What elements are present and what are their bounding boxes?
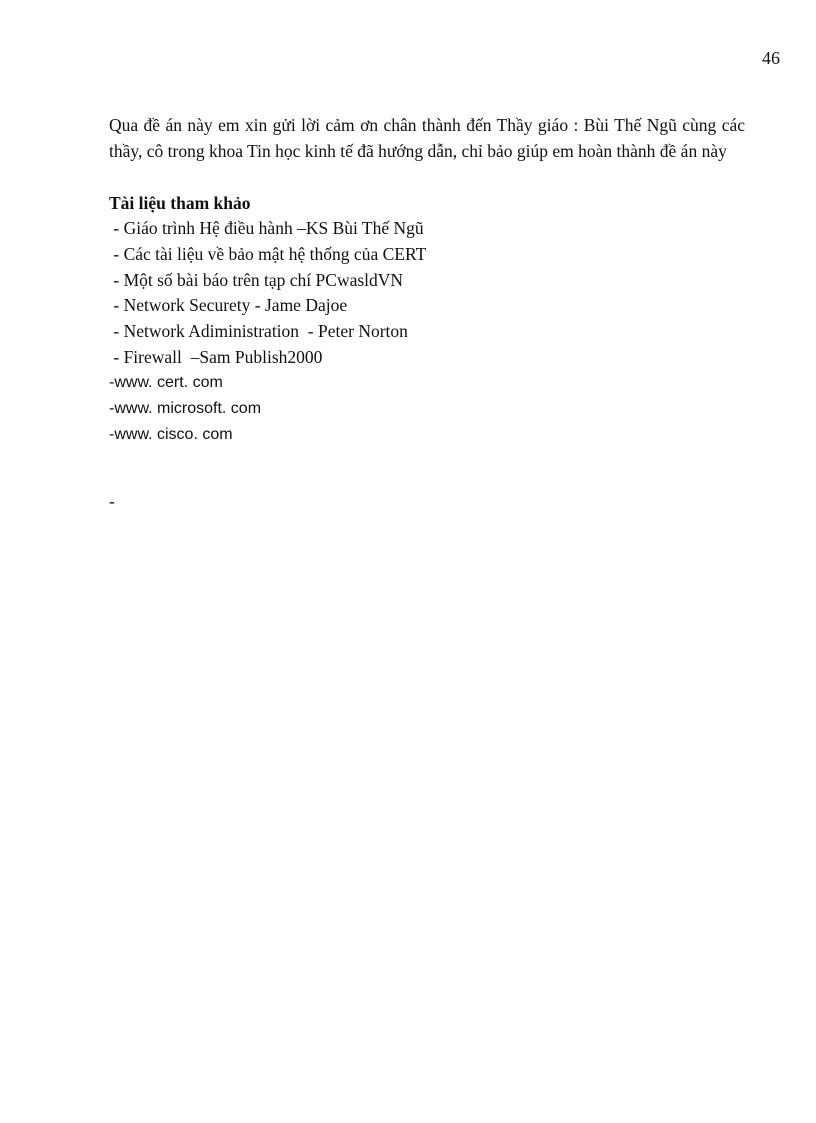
reference-url: -www. microsoft. com [109, 399, 262, 417]
reference-url: -www. cert. com [109, 374, 223, 391]
acknowledgement-paragraph: Qua đề án này em xin gửi lời cảm ơn chân thành đến Thầy giáo : Bùi Thế Ngũ cùng các thầy, cô trong khoa Tin học kinh tế đã hướng dẫn, chỉ bảo giúp em hoàn thành đề án này [109, 115, 745, 161]
reference-item: - Firewall –Sam Publish2000 [109, 346, 323, 367]
page-number: 46 [762, 48, 780, 68]
reference-item: - Giáo trình Hệ điều hành –KS Bùi Thế Ngũ [109, 218, 424, 238]
reference-url: -www. cisco. com [109, 425, 233, 443]
reference-item: - Network Securety - Jame Dajoe [109, 295, 348, 316]
reference-item: - Các tài liệu về bảo mật hệ thống của CERT [109, 243, 427, 264]
reference-item: - Một số bài báo trên tạp chí PCwasldVN [109, 269, 404, 290]
reference-url-list [109, 370, 749, 447]
references-list [109, 216, 749, 371]
reference-item: - Network Adiministration - Peter Norton [109, 321, 408, 342]
references-heading: Tài liệu tham khảo [109, 193, 251, 213]
trailing-dash: - [109, 491, 115, 511]
